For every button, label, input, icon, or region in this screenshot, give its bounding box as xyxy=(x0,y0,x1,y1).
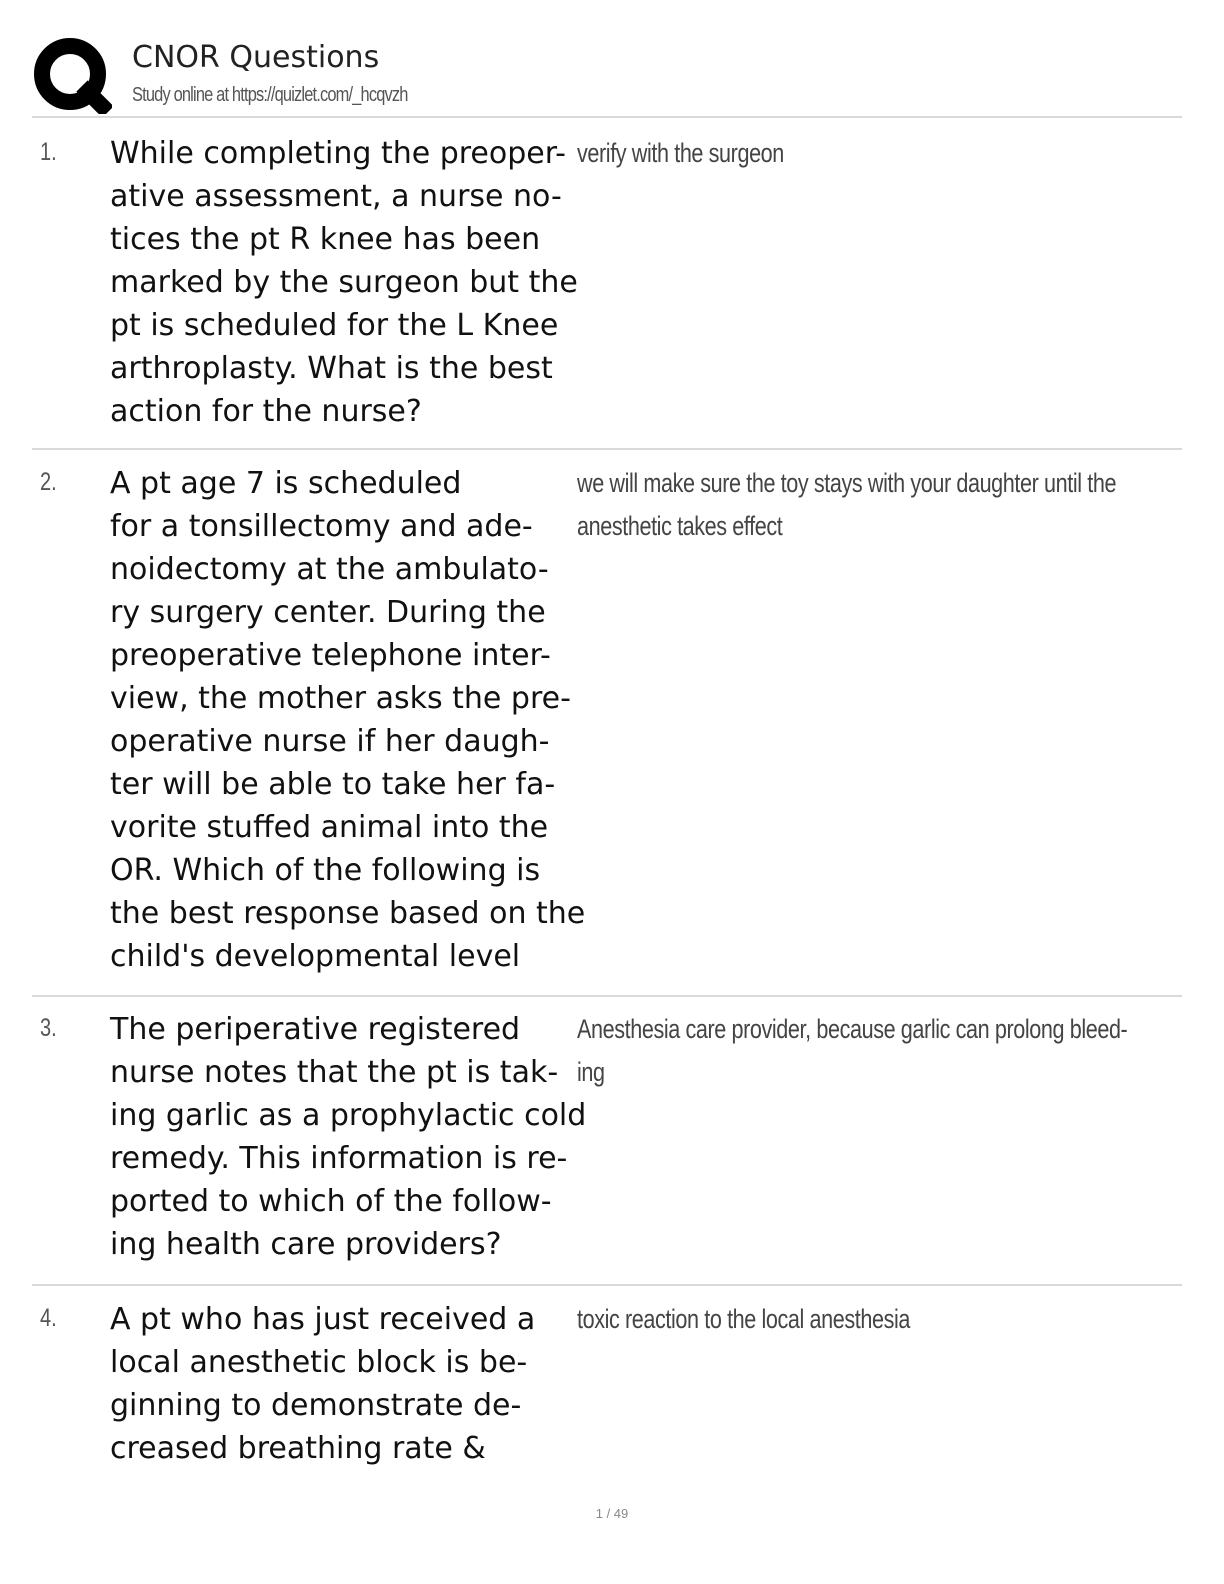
flashcard-row xyxy=(32,132,1182,432)
card-number: 3. xyxy=(40,1014,57,1042)
card-term: While completing the preoper- ative assessment, a nurse no- tices the pt R knee has been marked by the surgeon but the pt is scheduled for the L Knee arthroplasty. What is the best action for the nurse? xyxy=(110,136,578,429)
card-definition: verify with the surgeon xyxy=(577,138,784,168)
card-term: A pt who has just received a local anesthetic block is be- ginning to demonstrate de- creased breathing rate & xyxy=(110,1302,536,1466)
card-number: 4. xyxy=(40,1304,57,1332)
divider xyxy=(32,995,1182,997)
divider xyxy=(32,448,1182,450)
quizlet-q-logo-icon xyxy=(32,34,112,114)
flashcard-row xyxy=(32,1008,1182,1273)
page-indicator: 1 / 49 xyxy=(595,1506,629,1521)
card-term: The periperative registered nurse notes that the pt is tak- ing garlic as a prophylactic cold remedy. This information is re- ported to which of the follow- ing health care providers? xyxy=(110,1012,587,1262)
card-term: A pt age 7 is scheduled for a tonsillectomy and ade- noidectomy at the ambulato- ry surgery center. During the preoperative telephone inter- view, the mother asks the pre- operative nurse if her daugh- ter will be able to take her fa- vorite stuffed animal into the OR. Which of the following is the best response based on the child's developmental level xyxy=(110,466,586,974)
flashcard-row xyxy=(32,1298,1182,1478)
divider xyxy=(32,1284,1182,1286)
flashcard-row xyxy=(32,462,1182,982)
card-number: 1. xyxy=(40,138,57,166)
document-title: CNOR Questions xyxy=(132,40,380,75)
card-definition: toxic reaction to the local anesthesia xyxy=(577,1304,911,1334)
divider xyxy=(32,116,1182,118)
document-header xyxy=(32,34,1182,116)
card-definition: we will make sure the toy stays with your daughter until the anesthetic takes effect xyxy=(577,468,1117,541)
card-number: 2. xyxy=(40,468,57,496)
study-online-link[interactable]: Study online at https://quizlet.com/_hcqvzh xyxy=(132,84,408,106)
card-definition: Anesthesia care provider, because garlic can prolong bleed- ing xyxy=(577,1014,1128,1087)
